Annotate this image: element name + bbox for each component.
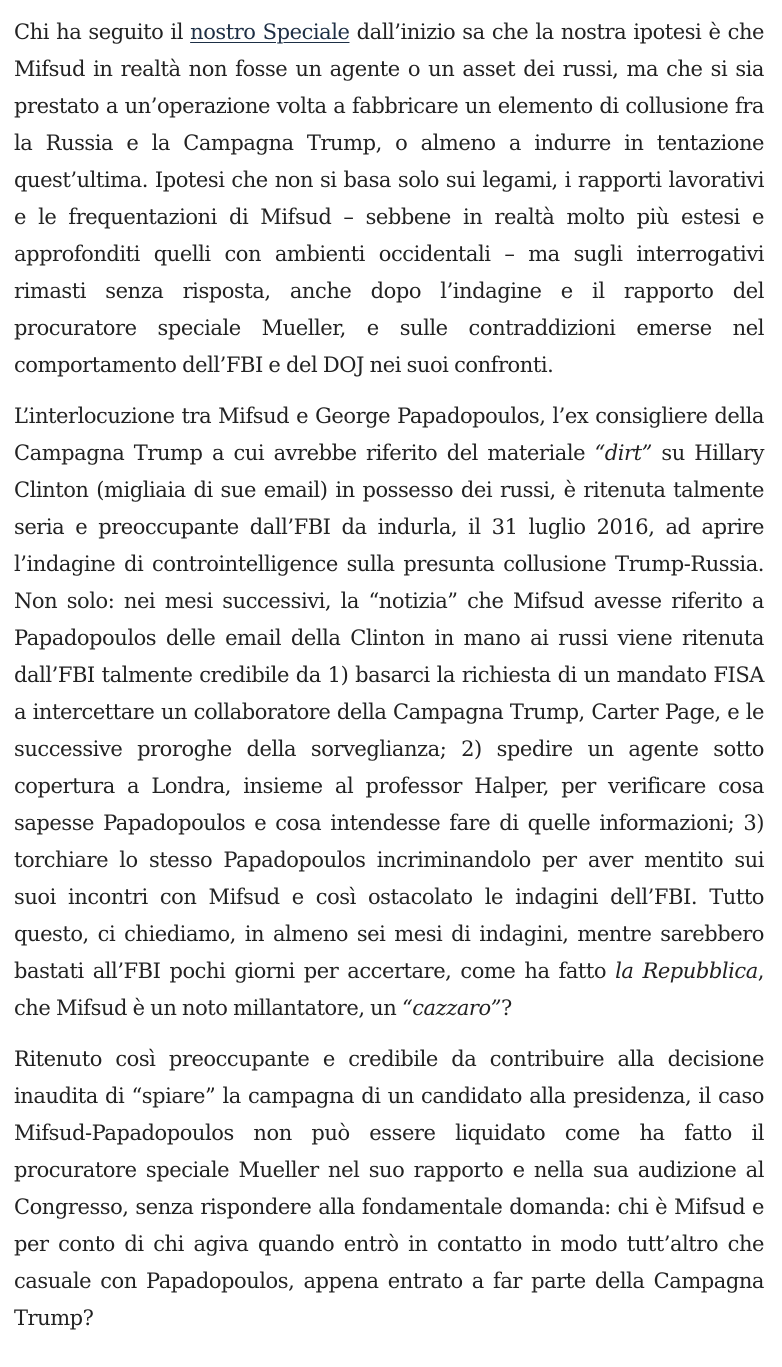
paragraph-3 <box>14 1041 764 1337</box>
paragraph-3-text: Ritenuto così preoccupante e credibile da contribuire alla decisione inaudita di “spiare” la campagna di un candidato alla presidenza, il caso Mifsud-Papadopoulos non può essere liquidato come ha fatto il procuratore speciale Mueller nel suo rapporto e nella sua audizione al Congresso, senza rispondere alla fondamentale domanda: chi è Mifsud e per conto di chi agiva quando entrò in contatto in modo tutt’altro che casuale con Papadopoulos, appena entrato a far parte della Campagna Trump? <box>14 1047 764 1330</box>
paragraph-2-text-3: , che Mifsud è un noto millantatore, un <box>14 959 764 1020</box>
paragraph-2-text-4: ? <box>501 996 512 1020</box>
paragraph-1-text-start: Chi ha seguito il <box>14 20 191 44</box>
nostro-speciale-link[interactable]: nostro Speciale <box>190 20 350 44</box>
paragraph-2 <box>14 398 764 1027</box>
la-repubblica-title: la Repubblica <box>615 959 758 983</box>
dirt-quote: “dirt” <box>594 441 652 465</box>
paragraph-2-text-1: L’interlocuzione tra Mifsud e George Papadopoulos, l’ex consigliere della Campagna Trump a cui avrebbe riferito del materiale <box>14 404 764 465</box>
paragraph-1-text-end: dall’inizio sa che la nostra ipotesi è che Mifsud in realtà non fosse un agente o un asset dei russi, ma che si sia prestato a un’operazione volta a fabbricare un elemento di collusione fra la Russia e la Campagna Trump, o almeno a indurre in tentazione quest’ultima. Ipotesi che non si basa solo sui legami, i rapporti lavorativi e le frequentazioni di Mifsud – sebbene in realtà molto più estesi e approfonditi quelli con ambienti occidentali – ma sugli interrogativi rimasti senza risposta, anche dopo l’indagine e il rapporto del procuratore speciale Mueller, e sulle contraddizioni emerse nel comportamento dell’FBI e del DOJ nei suoi confronti. <box>14 20 764 377</box>
paragraph-1 <box>14 14 764 384</box>
paragraph-2-text-2: su Hillary Clinton (migliaia di sue email) in possesso dei russi, è ritenuta talmente seria e preoccupante dall’FBI da indurla, il 31 luglio 2016, ad aprire l’indagine di controintelligence sulla presunta collusione Trump-Russia. Non solo: nei mesi successivi, la “notizia” che Mifsud avesse riferito a Papadopoulos delle email della Clinton in mano ai russi viene ritenuta dall’FBI talmente credibile da 1) basarci la richiesta di un mandato FISA a intercettare un collaboratore della Campagna Trump, Carter Page, e le successive proroghe della sorveglianza; 2) spedire un agente sotto copertura a Londra, insieme al professor Halper, per verificare cosa sapesse Papadopoulos e cosa intendesse fare di quelle informazioni; 3) torchiare lo stesso Papadopoulos incriminandolo per aver mentito sui suoi incontri con Mifsud e così ostacolato le indagini dell’FBI. Tutto questo, ci chiediamo, in almeno sei mesi di indagini, mentre sarebbero bastati all’FBI pochi giorni per accertare, come ha fatto <box>14 441 764 983</box>
cazzaro-quote: “cazzaro” <box>401 996 501 1020</box>
